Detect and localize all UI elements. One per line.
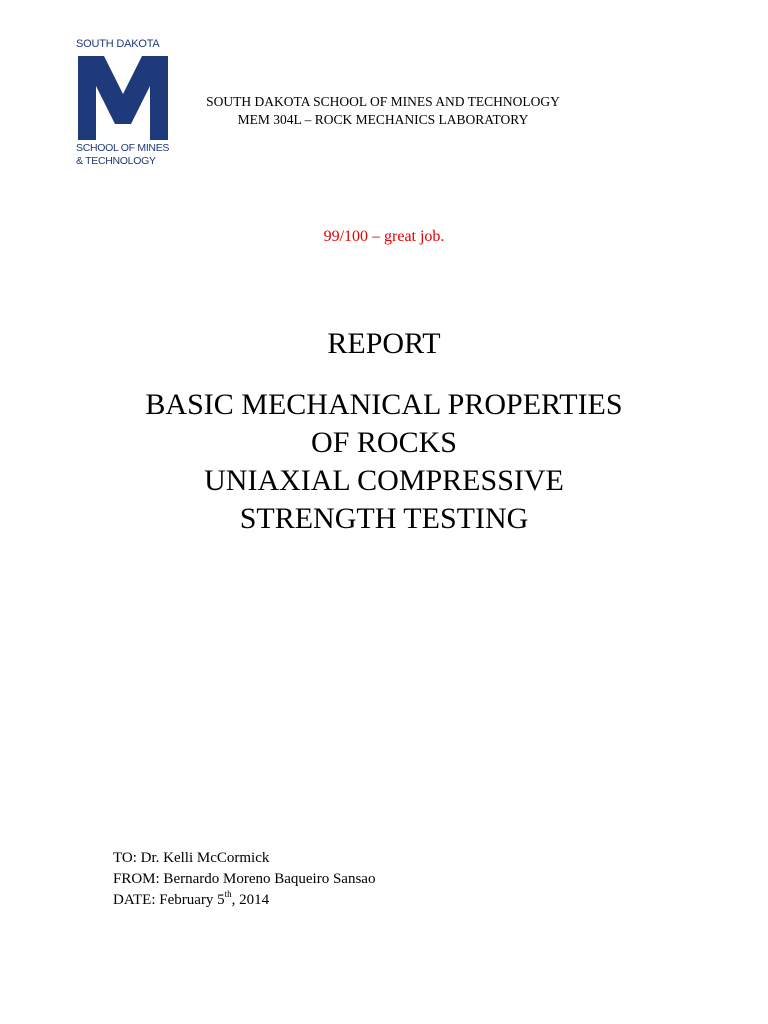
header-institution: SOUTH DAKOTA SCHOOL OF MINES AND TECHNOLOGY xyxy=(206,94,560,109)
title-line: STRENGTH TESTING xyxy=(239,502,529,535)
logo-bottom-text xyxy=(76,142,172,168)
memo-date-suffix: , 2014 xyxy=(231,892,270,908)
memo-to: TO: Dr. Kelli McCormick xyxy=(113,850,270,866)
document-header xyxy=(190,93,576,129)
report-title xyxy=(0,386,768,538)
header-course: MEM 304L – ROCK MECHANICS LABORATORY xyxy=(237,112,529,127)
memo-from: FROM: Bernardo Moreno Baqueiro Sansao xyxy=(113,871,376,887)
memo-date-sup: th xyxy=(224,889,232,899)
logo-bottom-line1: SCHOOL OF MINES xyxy=(76,142,170,154)
title-line: UNIAXIAL COMPRESSIVE xyxy=(204,464,564,497)
title-line: BASIC MECHANICAL PROPERTIES xyxy=(145,388,623,421)
title-line: OF ROCKS xyxy=(311,426,457,459)
school-logo xyxy=(76,38,172,172)
logo-bottom-line2: & TECHNOLOGY xyxy=(76,155,156,167)
grade-annotation: 99/100 – great job. xyxy=(323,228,445,245)
memo-date xyxy=(113,890,375,911)
memo-block xyxy=(113,848,375,911)
report-heading: REPORT xyxy=(327,327,441,360)
memo-date-prefix: DATE: February 5 xyxy=(113,892,225,908)
logo-top-text: SOUTH DAKOTA xyxy=(76,38,160,50)
